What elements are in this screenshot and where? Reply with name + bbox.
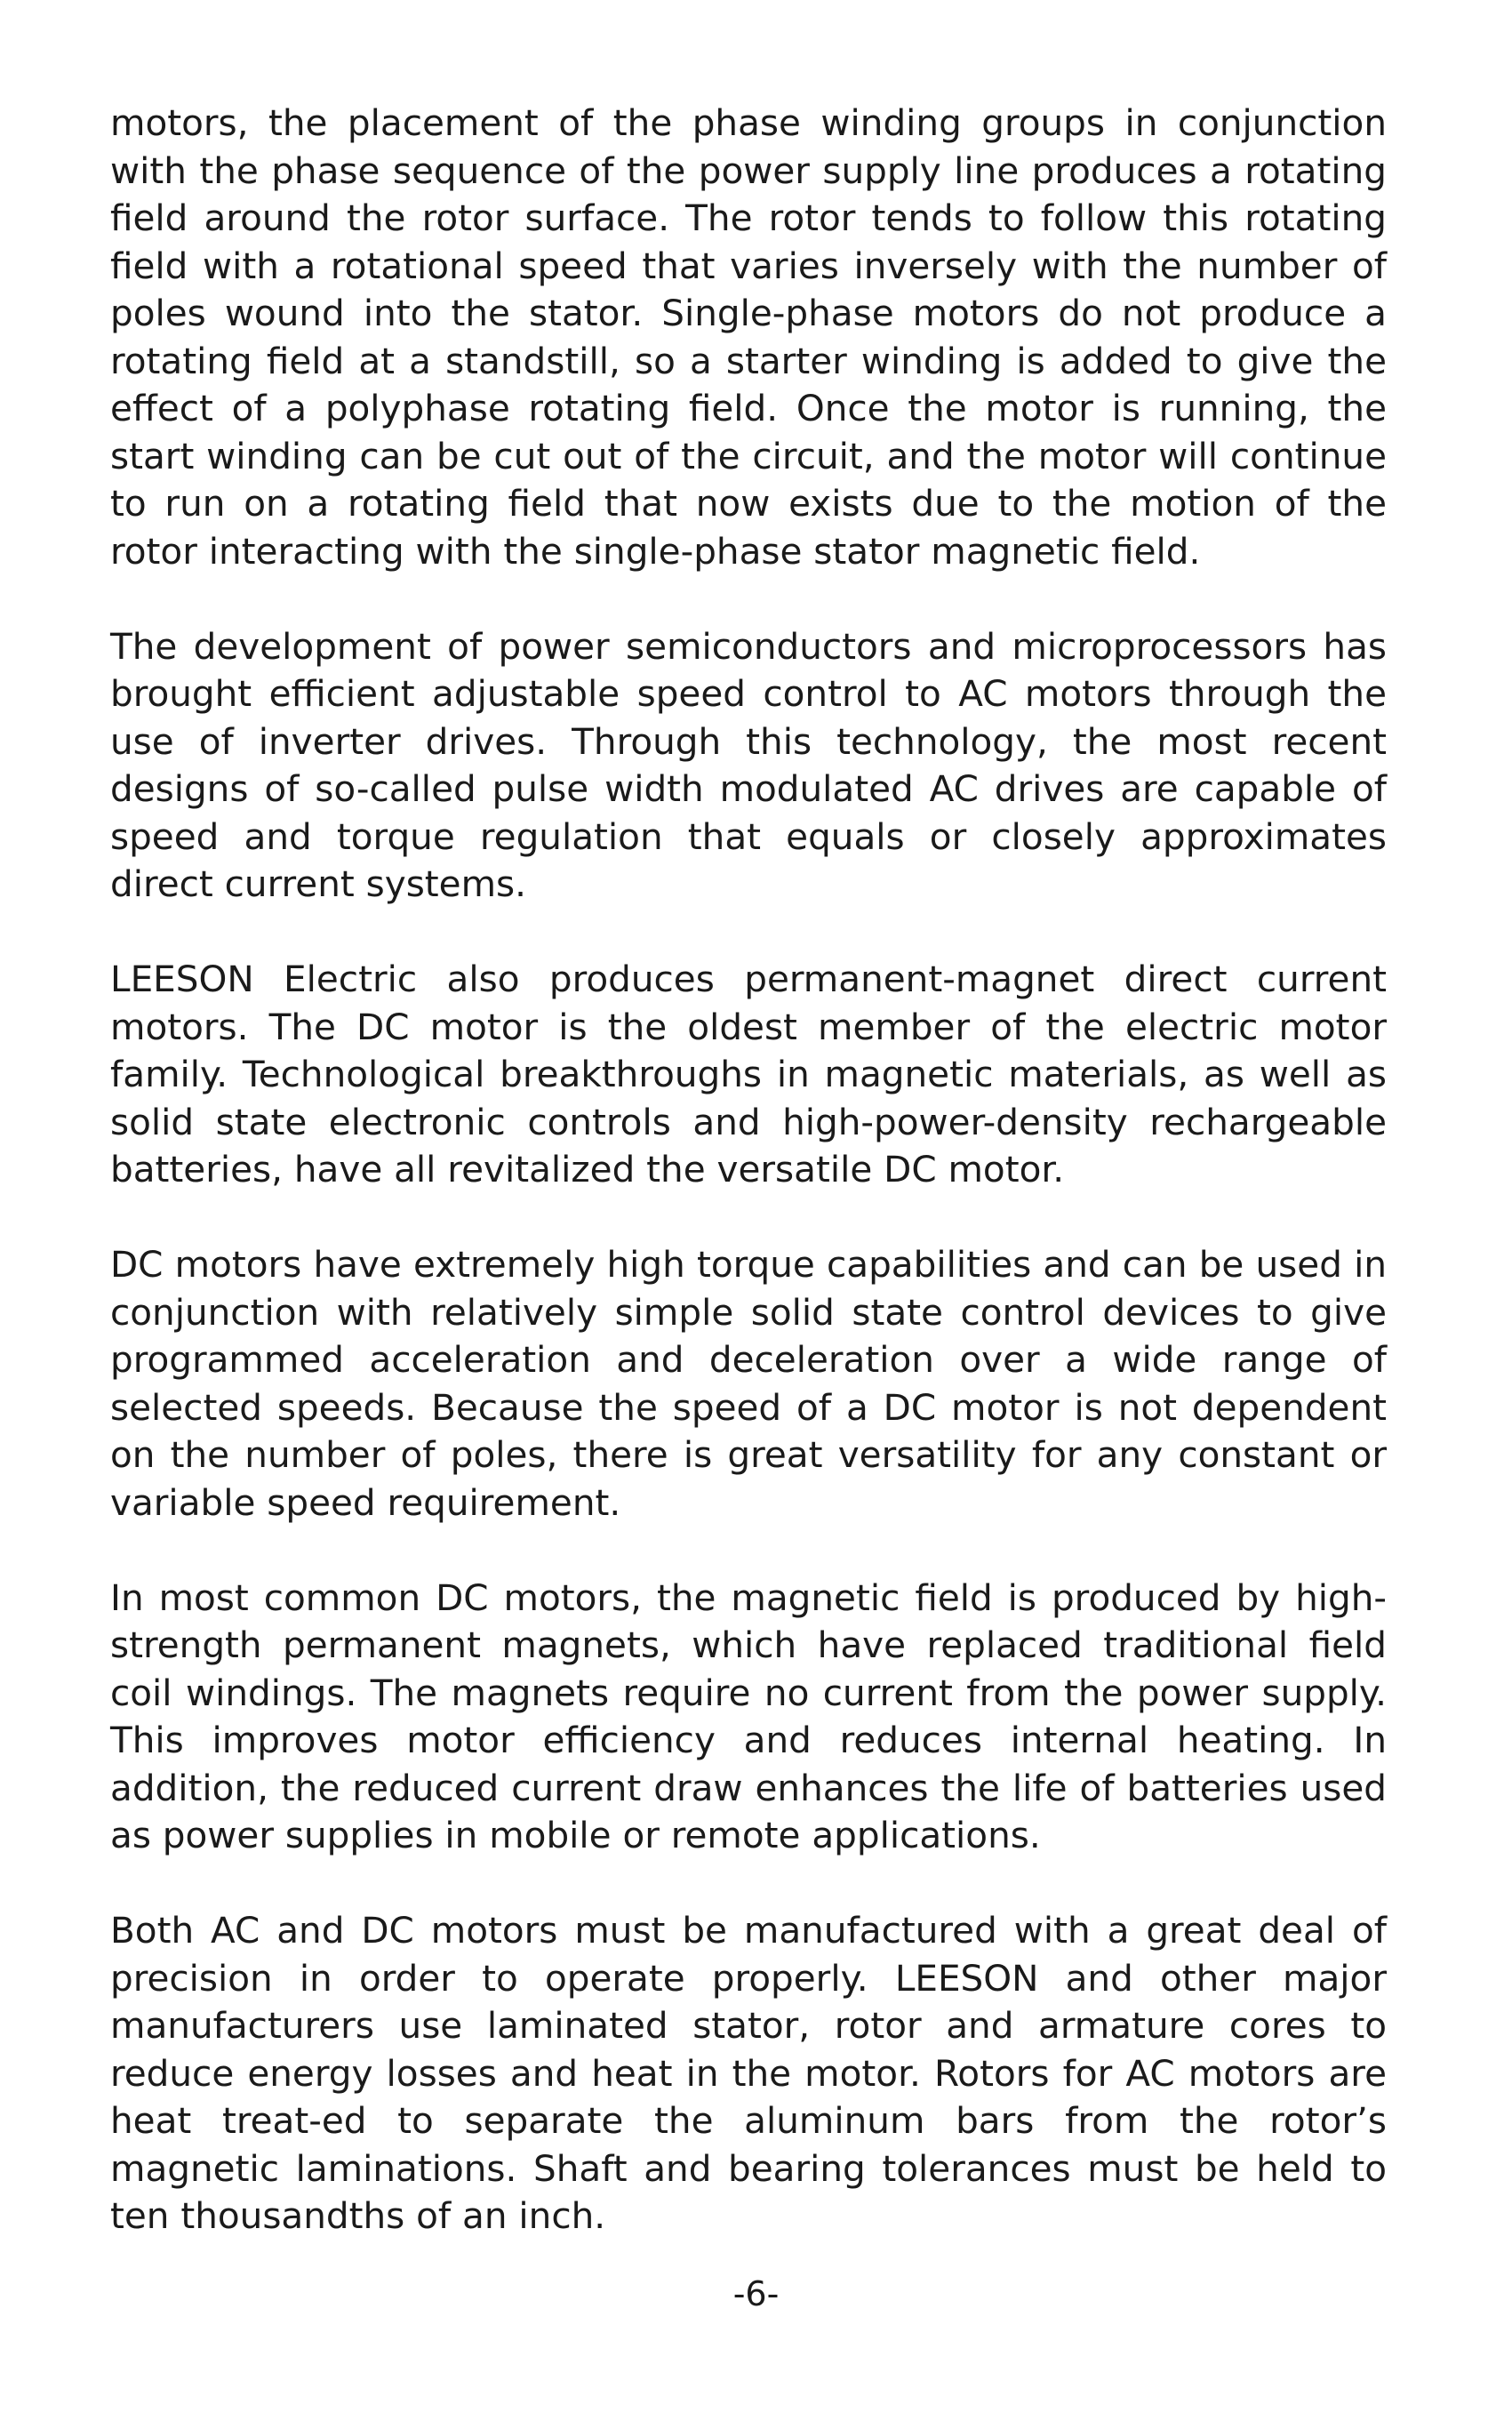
paragraph-dc-motors-intro: LEESON Electric also produces permanent-magnet direct current motors. The DC motor is the oldest member of the electric motor family. Technological breakthroughs in magnetic materials, as well as solid state electronic controls and high-power-density rechargeable batteries, have all revitalized the versatile DC motor. — [110, 958, 1387, 1190]
paragraph-permanent-magnets: In most common DC motors, the magnetic field is produced by high-strength permanent magnets, which have replaced traditional field coil windings. The magnets require no current from the power supply. This improves motor efficiency and reduces internal heating. In addition, the reduced current draw enhances the life of batteries used as power supplies in mobile or remote applications. — [110, 1575, 1387, 1856]
paragraph-precision-manufacturing: Both AC and DC motors must be manufactured with a great deal of precision in order to operate properly. LEESON and other major manufacturers use laminated stator, rotor and armature cores to reduce energy losses and heat in the motor. Rotors for AC motors are heat treat-ed to separate the aluminum bars from the rotor’s magnetic laminations. Shaft and bearing tolerances must be held to ten thousandths of an inch. — [110, 1909, 1387, 2237]
paragraph-inverter-drives: The development of power semiconductors and microprocessors has brought efficient adjustable speed control to AC motors through the use of inverter drives. Through this technology, the most recent designs of so-called pulse width modulated AC drives are capable of speed and torque regulation that equals or closely approximates direct current systems. — [110, 624, 1387, 905]
paragraph-dc-torque: DC motors have extremely high torque capabilities and can be used in conjunction with relatively simple solid state control devices to give programmed acceleration and deceleration over a wide range of selected speeds. Because the speed of a DC motor is not dependent on the number of poles, there is great versatility for any constant or variable speed requirement. — [110, 1243, 1387, 1524]
page-number: -6- — [732, 2274, 780, 2313]
body-text — [110, 100, 1387, 2288]
paragraph-rotating-field: motors, the placement of the phase winding groups in conjunction with the phase sequence of the power supply line produces a rotating field around the rotor surface. The rotor tends to follow this rotating field with a rotational speed that varies inversely with the number of poles wound into the stator. Single-phase motors do not produce a rotating field at a standstill, so a starter winding is added to give the effect of a polyphase rotating field. Once the motor is running, the start winding can be cut out of the circuit, and the motor will continue to run on a rotating field that now exists due to the motion of the rotor interacting with the single-phase stator magnetic field. — [110, 101, 1387, 573]
